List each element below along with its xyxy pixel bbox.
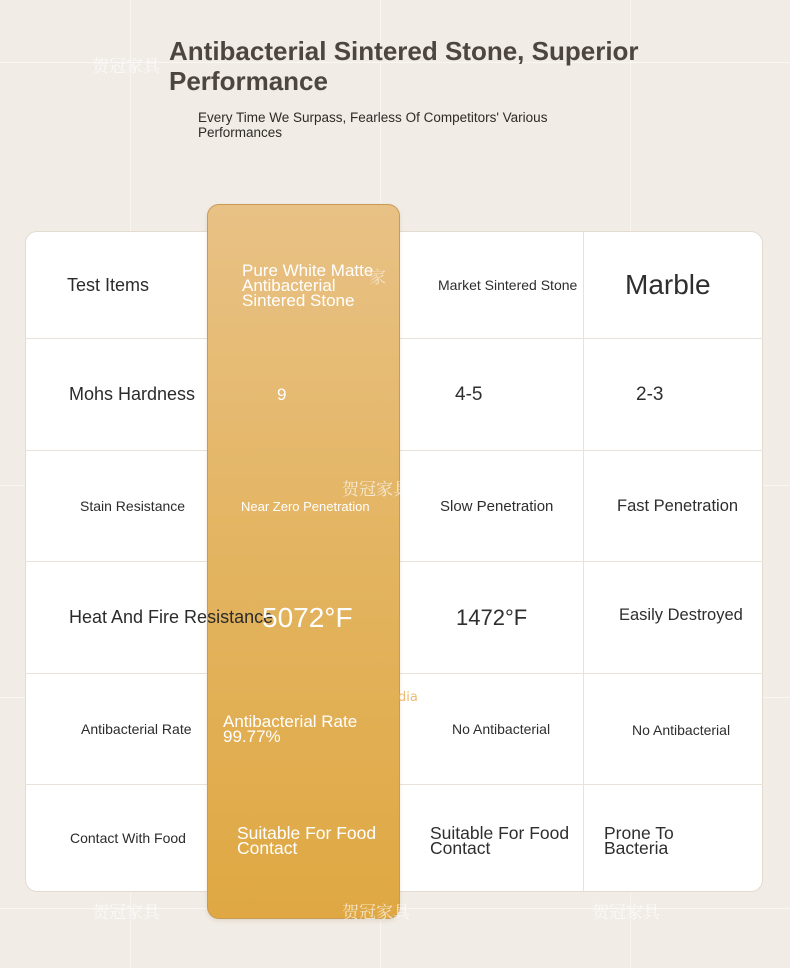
marble-antibacterial-rate: No Antibacterial [632, 722, 731, 738]
market-antibacterial-rate: No Antibacterial [452, 721, 551, 737]
column-divider [583, 232, 584, 891]
watermark: 贺冠家具 [342, 480, 410, 500]
marble-stain-resistance: Fast Penetration [617, 496, 739, 515]
watermark: 贺冠家具 [92, 57, 160, 77]
marble-mohs-hardness: 2-3 [636, 383, 664, 405]
column-header-marble: Marble [625, 269, 711, 300]
ours-stain-resistance: Near Zero Penetration [241, 498, 370, 514]
ours-mohs-hardness: 9 [277, 384, 287, 404]
watermark: 贺冠家具 [592, 903, 660, 923]
market-mohs-hardness: 4-5 [455, 383, 483, 405]
page-title: Antibacterial Sintered Stone, Superior Performance [169, 36, 639, 96]
market-heat-fire-resistance: 1472°F [456, 604, 528, 630]
row-label-heat-fire-resistance: Heat And Fire Resistance [69, 607, 274, 627]
column-header-ours: Pure White Matte Antibacterial Sintered Stone [242, 260, 374, 310]
watermark: 贺冠家具 [342, 903, 410, 923]
row-label-mohs-hardness: Mohs Hardness [69, 384, 196, 404]
watermark: 贺冠家具 [92, 903, 160, 923]
ours-contact-with-food: Suitable For Food Contact [237, 823, 377, 858]
market-stain-resistance: Slow Penetration [440, 497, 554, 515]
row-label-contact-with-food: Contact With Food [70, 830, 186, 846]
marble-heat-fire-resistance: Easily Destroyed [619, 606, 743, 624]
row-label-stain-resistance: Stain Resistance [80, 498, 186, 514]
ours-heat-fire-resistance: 5072°F [262, 601, 353, 633]
column-header-market: Market Sintered Stone [438, 277, 578, 293]
market-contact-with-food: Suitable For Food Contact [430, 823, 570, 858]
page-subtitle: Every Time We Surpass, Fearless Of Competitors' Various Performances [198, 110, 548, 140]
watermark: 家 [369, 268, 386, 288]
watermark: dia [398, 690, 418, 705]
ours-antibacterial-rate: Antibacterial Rate 99.77% [223, 712, 358, 746]
marble-contact-with-food: Prone To Bacteria [604, 823, 674, 858]
column-header-test-items: Test Items [67, 274, 150, 295]
row-label-antibacterial-rate: Antibacterial Rate [81, 721, 192, 737]
